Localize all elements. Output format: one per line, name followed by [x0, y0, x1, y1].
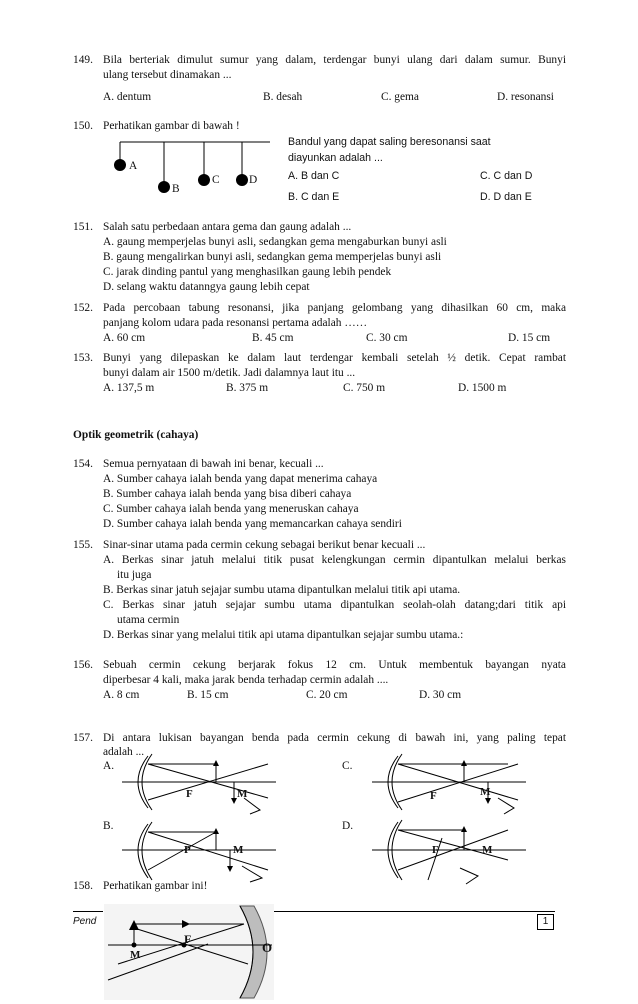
- q151-option-a: A. gaung memperjelas bunyi asli, sedangkan gema mengaburkan bunyi asli: [103, 236, 447, 248]
- pendulum-label-a: A: [129, 160, 138, 172]
- mirror-figure: [98, 902, 278, 1002]
- q149-stem-line2: ulang tersebut dinamakan ...: [103, 69, 232, 81]
- q157-d-label-m: M: [482, 844, 493, 856]
- q154-option-d: D. Sumber cahaya ialah benda yang memancarkan cahaya sendiri: [103, 518, 402, 530]
- q153-option-a: A. 137,5 m: [103, 382, 155, 394]
- pendulum-label-c: C: [212, 174, 220, 186]
- q155-option-b: B. Berkas sinar jatuh sejajar sumbu utama dipantulkan melalui titik api utama.: [103, 584, 461, 596]
- q152-stem-line1: Pada percobaan tabung resonansi, jika panjang gelombang yang dihasilkan 60 cm, maka: [103, 302, 566, 314]
- q153-stem-line1: Bunyi yang dilepaskan ke dalam laut terdengar kembali setelah ½ detik. Cepat rambat: [103, 352, 566, 364]
- q154-option-a: A. Sumber cahaya ialah benda yang dapat menerima cahaya: [103, 473, 378, 485]
- q150-stem: Perhatikan gambar di bawah !: [103, 120, 240, 132]
- q157-option-b-letter: B.: [103, 820, 114, 832]
- q153-option-b: B. 375 m: [226, 382, 269, 394]
- q149-option-d: D. resonansi: [497, 91, 554, 103]
- q151-option-c: C. jarak dinding pantul yang menghasilkan gaung lebih pendek: [103, 266, 392, 278]
- q150-option-b: B. C dan E: [288, 191, 340, 203]
- q156-stem-line2: diperbesar 4 kali, maka jarak benda terhadap cermin adalah ....: [103, 674, 389, 686]
- q153-number: 153.: [73, 352, 93, 364]
- q155-option-d: D. Berkas sinar yang melalui titik api utama dipantulkan sejajar sumbu utama.:: [103, 629, 464, 641]
- q152-option-a: A. 60 cm: [103, 332, 146, 344]
- q157-number: 157.: [73, 732, 93, 744]
- pendulum-bob-d: [236, 174, 248, 186]
- q150-option-d: D. D dan E: [480, 191, 532, 203]
- q150-stem-line1: Bandul yang dapat saling beresonansi saat: [288, 136, 491, 148]
- q158-label-f: F: [184, 932, 192, 946]
- q154-option-c: C. Sumber cahaya ialah benda yang meneruskan cahaya: [103, 503, 359, 515]
- section-title: Optik geometrik (cahaya): [73, 429, 199, 441]
- pendulum-bob-c: [198, 174, 210, 186]
- q149-option-b: B. desah: [263, 91, 303, 103]
- q153-stem-line2: bunyi dalam air 1500 m/detik. Jadi dalamnya laut itu ...: [103, 367, 356, 379]
- q155-option-c-line2: utama cermin: [117, 614, 180, 626]
- q158-label-o: O: [262, 940, 273, 955]
- ray-diagram-c: [368, 752, 528, 812]
- q157-option-a-letter: A.: [103, 760, 115, 772]
- q158-number: 158.: [73, 880, 93, 892]
- q154-number: 154.: [73, 458, 93, 470]
- q152-option-d: D. 15 cm: [508, 332, 551, 344]
- q155-stem: Sinar-sinar utama pada cermin cekung sebagai berikut benar kecuali ...: [103, 539, 426, 551]
- ray-diagram-d: [368, 818, 528, 884]
- q157-d-label-f: F: [432, 844, 439, 856]
- q151-stem: Salah satu perbedaan antara gema dan gaung adalah ...: [103, 221, 352, 233]
- footer-text: Pend: [73, 916, 97, 927]
- q157-option-c-letter: C.: [342, 760, 353, 772]
- pendulum-label-b: B: [172, 183, 180, 195]
- q154-stem: Semua pernyataan di bawah ini benar, kecuali ...: [103, 458, 324, 470]
- q158-stem: Perhatikan gambar ini!: [103, 880, 208, 892]
- q157-a-label-m: M: [237, 788, 248, 800]
- q150-stem-line2: diayunkan adalah ...: [288, 152, 383, 164]
- q157-c-label-f: F: [430, 790, 437, 802]
- pendulum-bob-b: [158, 181, 170, 193]
- footer-rule-right: [268, 911, 555, 912]
- q157-b-label-p: P: [184, 844, 191, 856]
- q155-option-a-line2: itu juga: [117, 569, 152, 581]
- pendulum-bob-a: [114, 159, 126, 171]
- q151-option-b: B. gaung mengalirkan bunyi asli, sedangkan gema memperjelas bunyi asli: [103, 251, 442, 263]
- q153-option-c: C. 750 m: [343, 382, 386, 394]
- q155-option-a-line1: A. Berkas sinar jatuh melalui titik pusat kelengkungan cermin dipantulkan melalui berkas: [103, 554, 566, 566]
- ray-diagram-b: [118, 820, 278, 882]
- q158-label-m: M: [130, 949, 141, 961]
- pendulum-label-d: D: [249, 174, 258, 186]
- q152-option-c: C. 30 cm: [366, 332, 408, 344]
- q152-option-b: B. 45 cm: [252, 332, 294, 344]
- q155-number: 155.: [73, 539, 93, 551]
- q149-stem-line1: Bila berteriak dimulut sumur yang dalam, terdengar bunyi ulang dari dalam sumur. Bunyi: [103, 54, 566, 66]
- q149-option-a: A. dentum: [103, 91, 152, 103]
- q152-stem-line2: panjang kolom udara pada resonansi pertama adalah ……: [103, 317, 368, 329]
- q156-option-c: C. 20 cm: [306, 689, 348, 701]
- q150-option-c: C. C dan D: [480, 170, 533, 182]
- pendulum-figure: [100, 138, 275, 200]
- q152-number: 152.: [73, 302, 93, 314]
- q156-option-a: A. 8 cm: [103, 689, 140, 701]
- q151-option-d: D. selang waktu datanngya gaung lebih cepat: [103, 281, 310, 293]
- q151-number: 151.: [73, 221, 93, 233]
- q157-b-label-m: M: [233, 844, 244, 856]
- q157-stem-line2: adalah ...: [103, 746, 145, 758]
- q153-option-d: D. 1500 m: [458, 382, 507, 394]
- q156-stem-line1: Sebuah cermin cekung berjarak fokus 12 cm. Untuk membentuk bayangan nyata: [103, 659, 566, 671]
- q156-option-b: B. 15 cm: [187, 689, 229, 701]
- q157-option-d-letter: D.: [342, 820, 354, 832]
- page-number: 1: [537, 914, 554, 930]
- q154-option-b: B. Sumber cahaya ialah benda yang bisa diberi cahaya: [103, 488, 352, 500]
- q157-a-label-f: F: [186, 788, 193, 800]
- q156-number: 156.: [73, 659, 93, 671]
- q150-number: 150.: [73, 120, 93, 132]
- q157-c-label-m: M: [480, 786, 491, 798]
- q155-option-c-line1: C. Berkas sinar jatuh sejajar sumbu utama dipantulkan seolah-olah datang;dari titik api: [103, 599, 566, 611]
- q149-option-c: C. gema: [381, 91, 419, 103]
- q156-option-d: D. 30 cm: [419, 689, 462, 701]
- ray-diagram-a: [118, 752, 278, 812]
- q149-number: 149.: [73, 54, 93, 66]
- q150-option-a: A. B dan C: [288, 170, 340, 182]
- q157-stem-line1: Di antara lukisan bayangan benda pada cermin cekung di bawah ini, yang paling tepat: [103, 732, 566, 744]
